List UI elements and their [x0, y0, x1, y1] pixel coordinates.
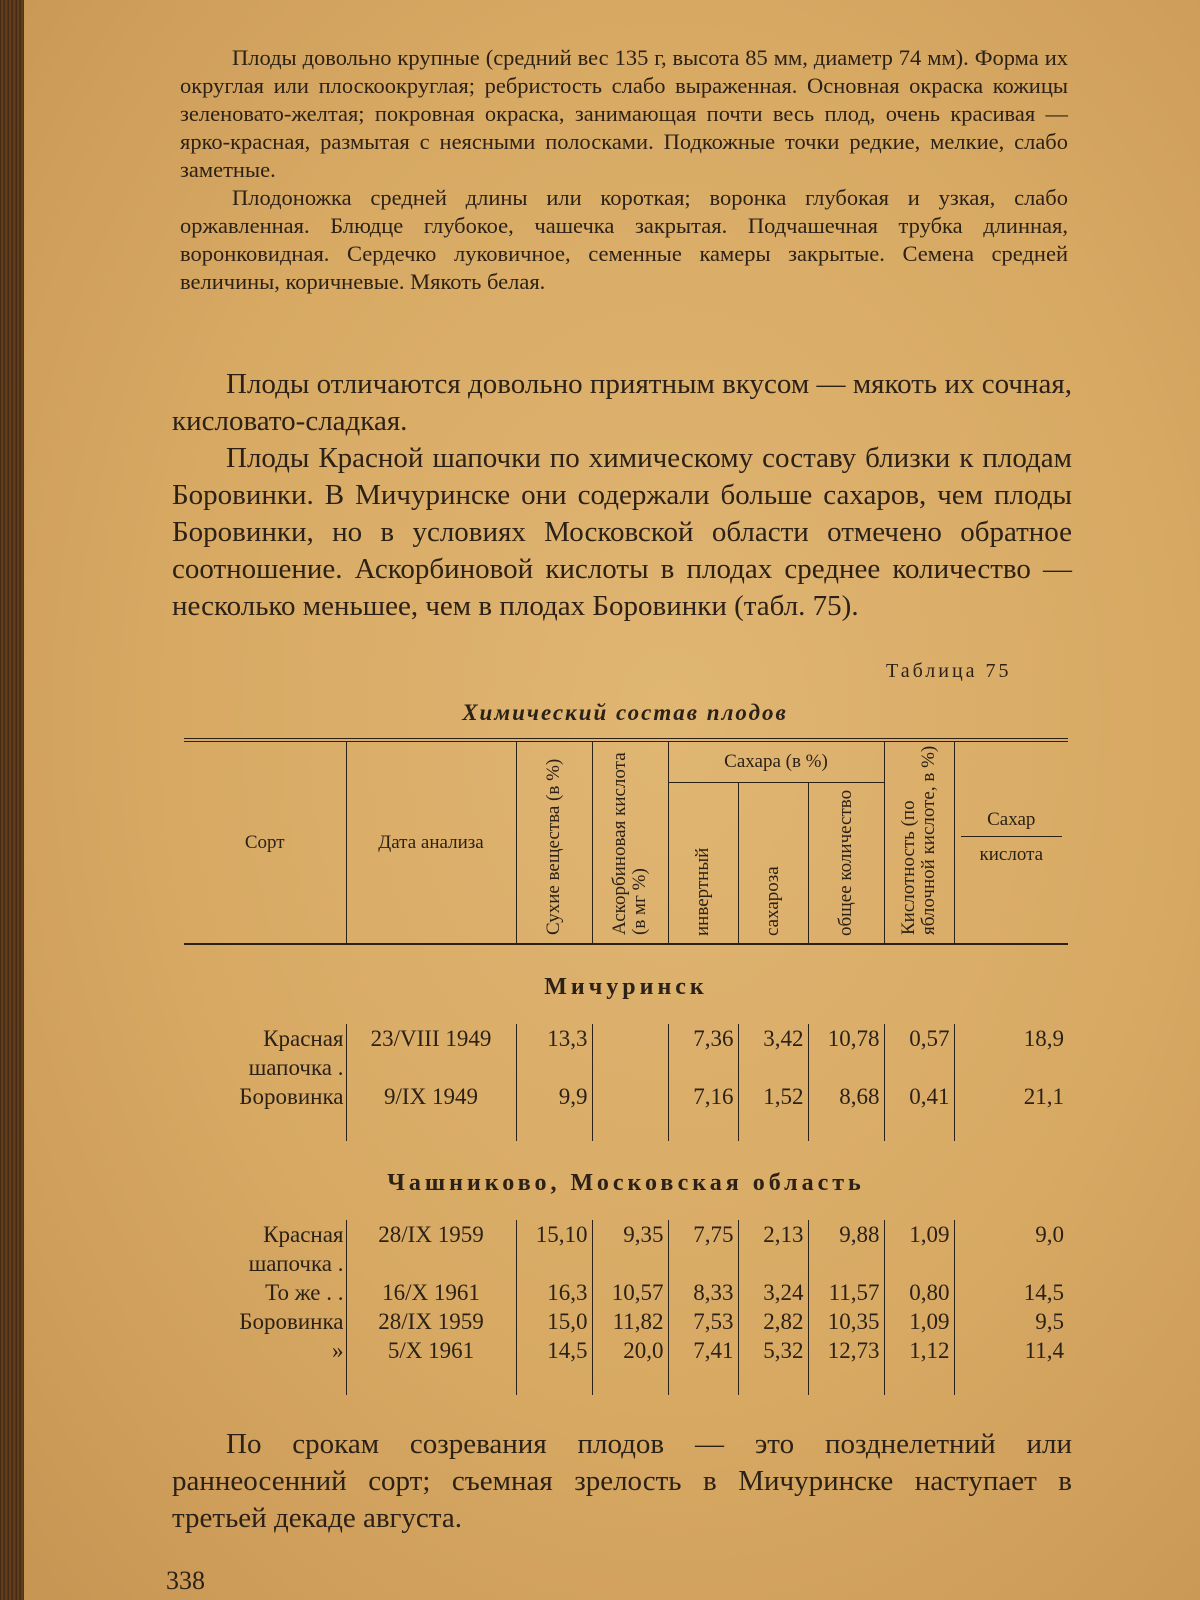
paragraph-fruit-description: Плоды довольно крупные (средний вес 135 г, высота 85 мм, диаметр 74 мм). Форма их округлая или плоскоокруглая; ребристость слабо выраженная. Основная окраска кожицы зеленовато-желтая; покровная окраска, занимающая почти весь плод, очень красивая — ярко-красная, размытая с неясными полосками. Подкожные точки редкие, мелкие, слабо заметные.	[180, 45, 1068, 182]
cell-total: 11,57	[808, 1278, 884, 1307]
region-row	[184, 944, 1068, 1024]
header-invert-sugar: инвертный	[668, 783, 738, 945]
cell-invert: 7,16	[668, 1082, 738, 1111]
header-total-sugar: общее количество	[808, 783, 884, 945]
cell-acidity: 1,09	[884, 1307, 954, 1336]
cell-dry: 15,10	[516, 1220, 592, 1278]
header-acidity: Кислотность (по яблочной кислоте, в %)	[884, 740, 954, 944]
cell-sucrose: 2,13	[738, 1220, 808, 1278]
cell-sort: То же . .	[265, 1280, 344, 1305]
cell-sort: Боровинка	[239, 1084, 344, 1109]
paragraph-ripening: По срокам созревания плодов — это позднелетний или раннеосенний сорт; съемная зрелость в Мичуринске наступает в третьей декаде августа.	[172, 1428, 1072, 1534]
header-sugars: Сахара (в %)	[668, 740, 884, 783]
cell-dry: 16,3	[516, 1278, 592, 1307]
ratio-numerator: Сахар	[961, 750, 1063, 837]
cell-invert: 7,53	[668, 1307, 738, 1336]
cell-date: 9/IX 1949	[346, 1082, 516, 1111]
chemical-composition-table	[184, 738, 1068, 1395]
cell-ascorbic: 10,57	[592, 1278, 668, 1307]
spacer-row	[184, 1111, 1068, 1141]
cell-sort: Красная шапочка .	[248, 1222, 344, 1276]
cell-ratio: 11,4	[954, 1336, 1068, 1365]
cell-dry: 9,9	[516, 1082, 592, 1111]
paragraph-stalk-description: Плодоножка средней длины или короткая; воронка глубокая и узкая, слабо оржавленная. Блюдце глубокое, чашечка закрытая. Подчашечная трубка длинная, воронковидная. Сердечко луковичное, семенные камеры закрытые. Семена средней величины, коричневые. Мякоть белая.	[180, 185, 1068, 294]
cell-ratio: 21,1	[954, 1082, 1068, 1111]
cell-ascorbic: 9,35	[592, 1220, 668, 1278]
cell-date: 28/IX 1959	[346, 1307, 516, 1336]
region-label: Чашниково, Московская область	[387, 1170, 865, 1196]
region-row	[184, 1141, 1068, 1220]
cell-ratio: 18,9	[954, 1024, 1068, 1082]
cell-ratio: 9,5	[954, 1307, 1068, 1336]
table-row	[184, 1024, 1068, 1082]
table-number: Таблица 75	[886, 660, 1012, 682]
region-label: Мичуринск	[544, 974, 708, 1000]
table-row	[184, 1082, 1068, 1111]
header-sucrose: сахароза	[738, 783, 808, 945]
cell-acidity: 1,09	[884, 1220, 954, 1278]
description-block	[180, 44, 1068, 296]
cell-acidity: 0,80	[884, 1278, 954, 1307]
header-date: Дата анализа	[346, 740, 516, 944]
cell-total: 9,88	[808, 1220, 884, 1278]
cell-sucrose: 1,52	[738, 1082, 808, 1111]
cell-ascorbic: 20,0	[592, 1336, 668, 1365]
book-page	[24, 0, 1200, 1600]
page-number: 338	[166, 1566, 205, 1595]
table-title: Химический состав плодов	[462, 700, 788, 725]
cell-sucrose: 5,32	[738, 1336, 808, 1365]
cell-dry: 13,3	[516, 1024, 592, 1082]
cell-acidity: 0,41	[884, 1082, 954, 1111]
header-dry-matter: Сухие вещества (в %)	[516, 740, 592, 944]
table-body	[184, 944, 1068, 1395]
ratio-denominator: кислота	[979, 844, 1044, 865]
header-sort: Сорт	[244, 831, 285, 853]
cell-sucrose: 3,24	[738, 1278, 808, 1307]
cell-total: 12,73	[808, 1336, 884, 1365]
cell-total: 10,78	[808, 1024, 884, 1082]
cell-sort: »	[332, 1338, 344, 1363]
cell-date: 28/IX 1959	[346, 1220, 516, 1278]
cell-date: 16/X 1961	[346, 1278, 516, 1307]
table-row	[184, 1220, 1068, 1278]
cell-ascorbic	[592, 1082, 668, 1111]
cell-ascorbic: 11,82	[592, 1307, 668, 1336]
cell-acidity: 1,12	[884, 1336, 954, 1365]
table-row	[184, 1336, 1068, 1365]
cell-ratio: 14,5	[954, 1278, 1068, 1307]
cell-sort: Боровинка	[239, 1309, 344, 1334]
cell-invert: 8,33	[668, 1278, 738, 1307]
ripening-block	[172, 1426, 1072, 1537]
cell-sort: Красная шапочка .	[248, 1026, 344, 1080]
book-gutter	[0, 0, 24, 1600]
cell-invert: 7,75	[668, 1220, 738, 1278]
cell-acidity: 0,57	[884, 1024, 954, 1082]
paragraph-chemistry: Плоды Красной шапочки по химическому составу близки к плодам Боровинки. В Мичуринске они содержали больше сахаров, чем плоды Боровинки, но в условиях Московской области отмечено обратное соотношение. Аскорбиновой кислоты в плодах среднее количество — несколько меньшее, чем в плодах Боровинки (табл. 75).	[172, 442, 1072, 622]
cell-total: 8,68	[808, 1082, 884, 1111]
cell-sucrose: 3,42	[738, 1024, 808, 1082]
paragraph-taste: Плоды отличаются довольно приятным вкусом — мякоть их сочная, кисловато-сладкая.	[172, 368, 1072, 437]
cell-invert: 7,36	[668, 1024, 738, 1082]
cell-date: 23/VIII 1949	[346, 1024, 516, 1082]
cell-ratio: 9,0	[954, 1220, 1068, 1278]
taste-block	[172, 366, 1072, 625]
cell-date: 5/X 1961	[346, 1336, 516, 1365]
cell-dry: 14,5	[516, 1336, 592, 1365]
cell-ascorbic	[592, 1024, 668, 1082]
header-sugar-acid-ratio	[954, 740, 1068, 944]
cell-dry: 15,0	[516, 1307, 592, 1336]
spacer-row	[184, 1365, 1068, 1395]
cell-sucrose: 2,82	[738, 1307, 808, 1336]
table-row	[184, 1307, 1068, 1336]
header-ascorbic-acid: Аскорбиновая кислота (в мг %)	[592, 740, 668, 944]
cell-invert: 7,41	[668, 1336, 738, 1365]
table-row	[184, 1278, 1068, 1307]
cell-total: 10,35	[808, 1307, 884, 1336]
